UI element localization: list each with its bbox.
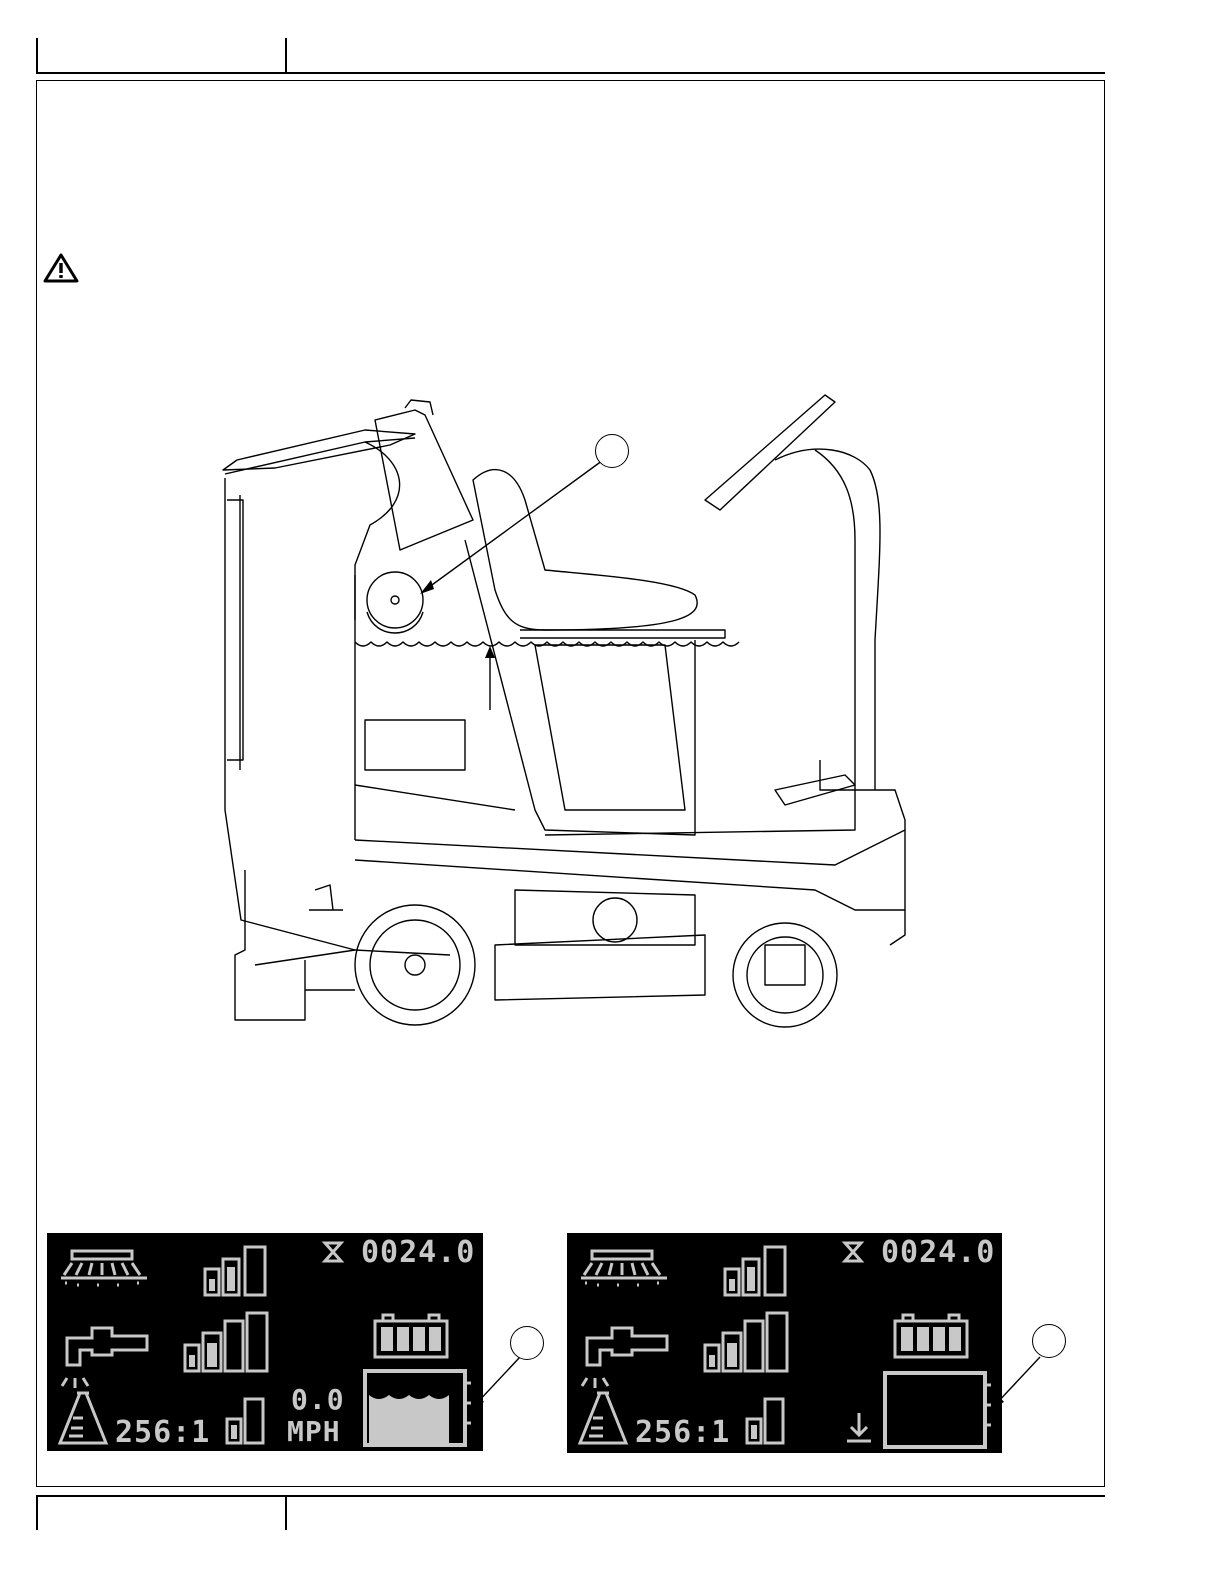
display-1-leader [470,1352,530,1412]
speed-unit: MPH [287,1415,341,1448]
header-rule-left-vertical [36,38,38,74]
display-panel-empty [567,1233,1002,1453]
header-rule-horizontal [36,72,1105,74]
scrub-brush-icon [61,1251,147,1285]
footer-rule-left-vertical [36,1495,38,1530]
footer-rule-divider [285,1495,287,1530]
dilution-ratio: 256:1 [115,1415,211,1450]
display-2-callout [1032,1324,1066,1358]
tank-empty-icon [885,1373,991,1447]
scrub-brush-icon [581,1251,667,1285]
speed-value: 0.0 [291,1383,345,1416]
header-rule-divider [285,38,287,74]
water-level-bars-icon [705,1313,787,1371]
ride-on-scrubber-illustration [215,390,915,1040]
warning-triangle-icon [43,253,79,283]
hour-meter-value: 0024.0 [881,1235,996,1270]
display-2-leader [990,1352,1050,1412]
hourglass-icon [325,1243,341,1261]
chemical-flask-icon [580,1393,626,1443]
display-1-callout [510,1326,544,1360]
footer-rule-horizontal [36,1495,1105,1497]
water-faucet-icon [62,1328,147,1388]
tank-fill-down-arrow-icon [847,1413,871,1441]
dilution-ratio: 256:1 [635,1415,731,1450]
chemical-flask-icon [60,1393,106,1443]
figure-callout [595,434,629,468]
display-panel-full [47,1233,483,1451]
hourglass-icon [845,1243,861,1261]
water-level-bars-icon [185,1313,267,1371]
hour-meter-value: 0024.0 [361,1235,476,1270]
water-faucet-icon [582,1328,667,1388]
